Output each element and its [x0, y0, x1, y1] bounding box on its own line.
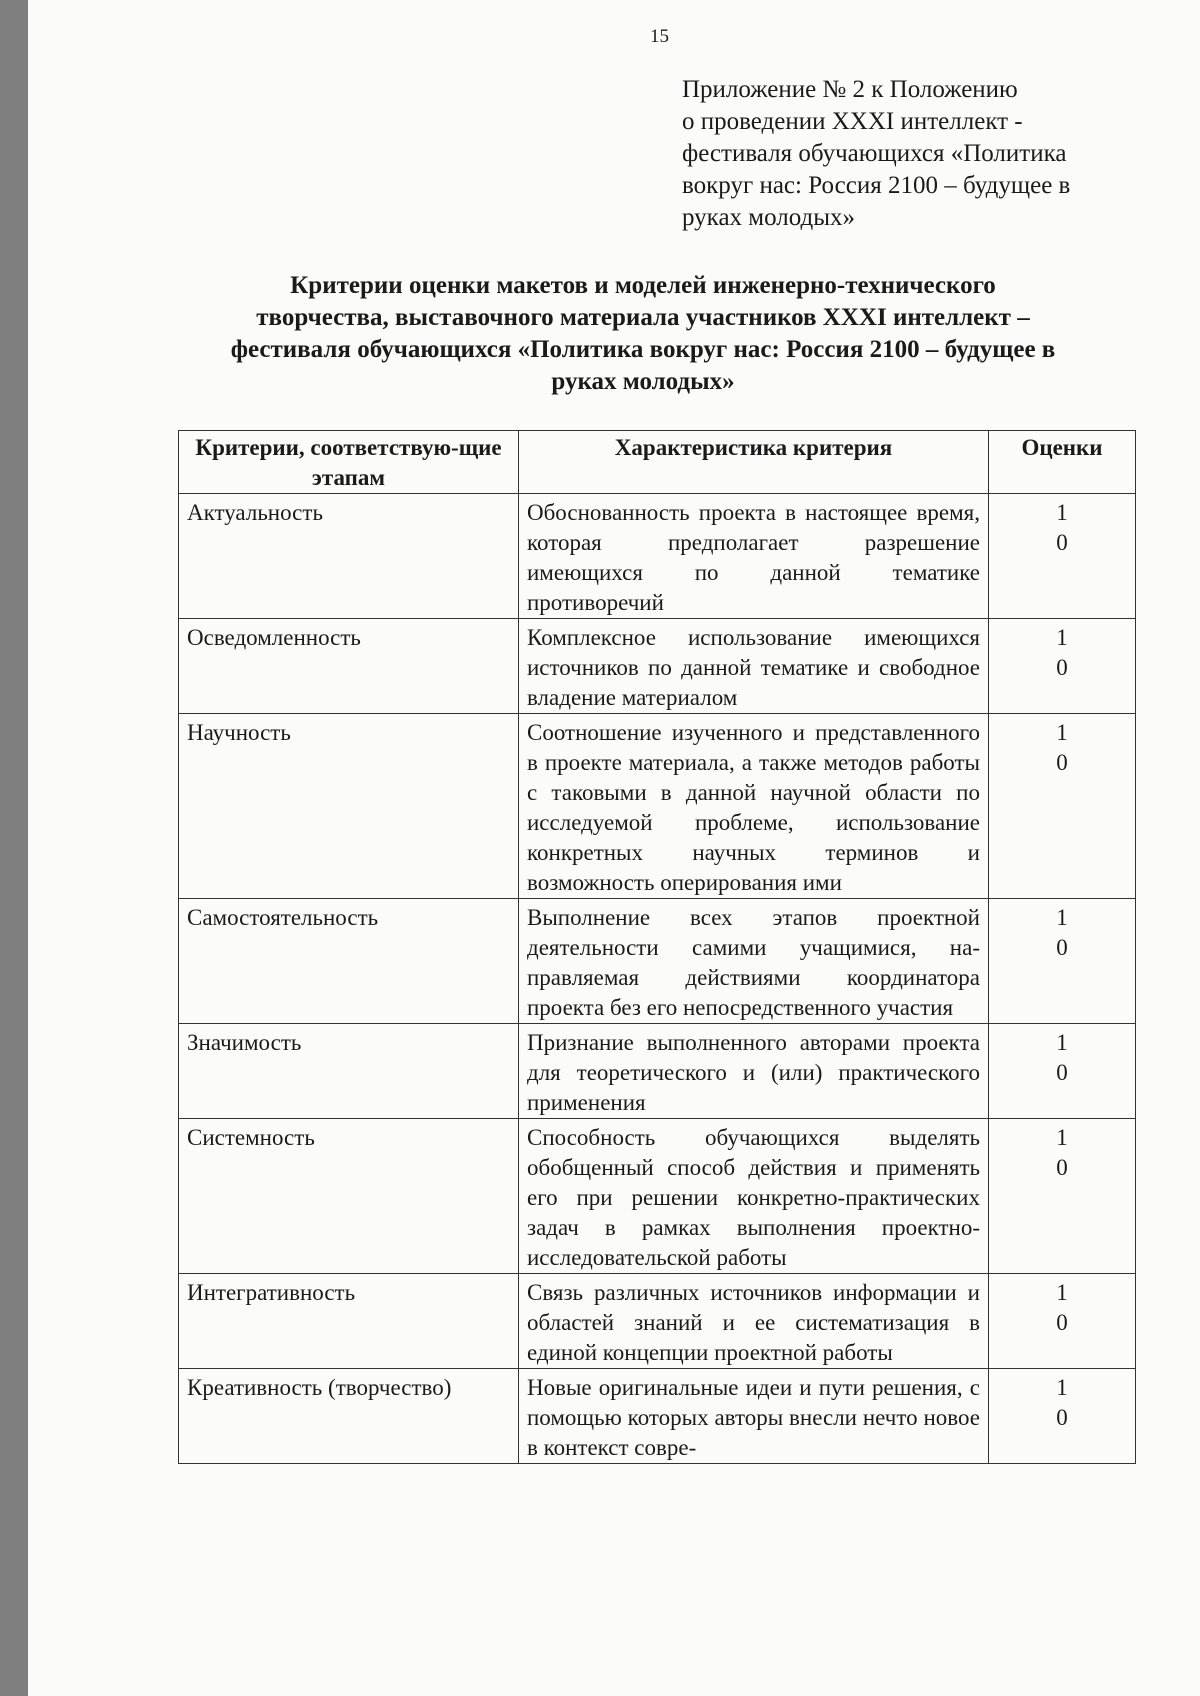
description-cell: Связь различных источников информации и областей знаний и ее систематизация в единой концепции проектной работы — [519, 1274, 989, 1369]
title-line: фестиваля обучающихся «Политика вокруг нас: Россия 2100 – будущее в — [230, 336, 1056, 363]
criterion-cell: Интегративность — [179, 1274, 519, 1369]
score-cell — [989, 494, 1136, 619]
header-scores: Оценки — [989, 431, 1136, 494]
score-max: 1 — [1056, 500, 1068, 525]
score-max: 1 — [1056, 1375, 1068, 1400]
table-row — [179, 714, 1136, 899]
annex-line: руках молодых» — [682, 204, 856, 231]
score-min: 0 — [1056, 935, 1068, 960]
title-line: Критерии оценки макетов и моделей инженерно-технического — [290, 272, 996, 299]
header-criteria: Критерии, соответствую-щие этапам — [179, 431, 519, 494]
score-max: 1 — [1056, 720, 1068, 745]
description-cell: Комплексное использование имеющихся источников по данной тематике и свободное владение материалом — [519, 619, 989, 714]
criterion-cell: Самостоятельность — [179, 899, 519, 1024]
criterion-cell: Научность — [179, 714, 519, 899]
score-cell — [989, 619, 1136, 714]
score-min: 0 — [1056, 655, 1068, 680]
header-characteristic: Характеристика критерия — [519, 431, 989, 494]
score-min: 0 — [1056, 1060, 1068, 1085]
description-cell: Признание выполненного авторами проекта для теоретического и (или) практического применения — [519, 1024, 989, 1119]
criterion-cell: Системность — [179, 1119, 519, 1274]
score-min: 0 — [1056, 530, 1068, 555]
description-cell: Способность обучающихся выделять обобщенный способ действия и применять его при решении конкретно-практических задач в рамках выполнения проектно-исследовательской работы — [519, 1119, 989, 1274]
document-title — [158, 270, 1128, 398]
page-number: 15 — [650, 26, 669, 47]
description-cell: Новые оригинальные идеи и пути решения, с помощью которых авторы внесли нечто новое в контекст совре- — [519, 1369, 989, 1464]
score-min: 0 — [1056, 1405, 1068, 1430]
score-cell — [989, 1369, 1136, 1464]
score-max: 1 — [1056, 625, 1068, 650]
score-min: 0 — [1056, 1310, 1068, 1335]
criterion-cell: Креативность (творчество) — [179, 1369, 519, 1464]
description-cell: Выполнение всех этапов проектной деятельности самими учащимися, направляемая действиями координатора проекта без его непосредственного участия — [519, 899, 989, 1024]
score-max: 1 — [1056, 1030, 1068, 1055]
table-row — [179, 899, 1136, 1024]
score-max: 1 — [1056, 1280, 1068, 1305]
table-row — [179, 1369, 1136, 1464]
score-cell — [989, 1119, 1136, 1274]
criterion-cell: Осведомленность — [179, 619, 519, 714]
criterion-cell: Значимость — [179, 1024, 519, 1119]
annex-line: Приложение № 2 к Положению — [682, 76, 1018, 103]
table-row — [179, 619, 1136, 714]
table-row — [179, 1274, 1136, 1369]
score-cell — [989, 1274, 1136, 1369]
title-line: руках молодых» — [551, 368, 735, 395]
score-min: 0 — [1056, 750, 1068, 775]
document-page — [28, 0, 1200, 1696]
score-cell — [989, 1024, 1136, 1119]
description-cell: Соотношение изученного и представленного в проекте материала, а также методов работы с таковыми в данной научной области по исследуемой проблеме, использование конкретных научных терминов и возможность оперирования ими — [519, 714, 989, 899]
table-header-row — [179, 431, 1136, 494]
table-row — [179, 1119, 1136, 1274]
annex-header — [682, 74, 1152, 234]
criteria-table — [178, 430, 1136, 1464]
score-cell — [989, 899, 1136, 1024]
score-min: 0 — [1056, 1155, 1068, 1180]
annex-line: о проведении XXXI интеллект - — [682, 108, 1023, 135]
annex-line: вокруг нас: Россия 2100 – будущее в — [682, 172, 1071, 199]
table-row — [179, 494, 1136, 619]
score-cell — [989, 714, 1136, 899]
score-max: 1 — [1056, 1125, 1068, 1150]
table-row — [179, 1024, 1136, 1119]
annex-line: фестиваля обучающихся «Политика — [682, 140, 1067, 167]
description-cell: Обоснованность проекта в настоящее время, которая предполагает разрешение имеющихся по данной тематике противоречий — [519, 494, 989, 619]
score-max: 1 — [1056, 905, 1068, 930]
criterion-cell: Актуальность — [179, 494, 519, 619]
title-line: творчества, выставочного материала участников XXXI интеллект – — [256, 304, 1030, 331]
